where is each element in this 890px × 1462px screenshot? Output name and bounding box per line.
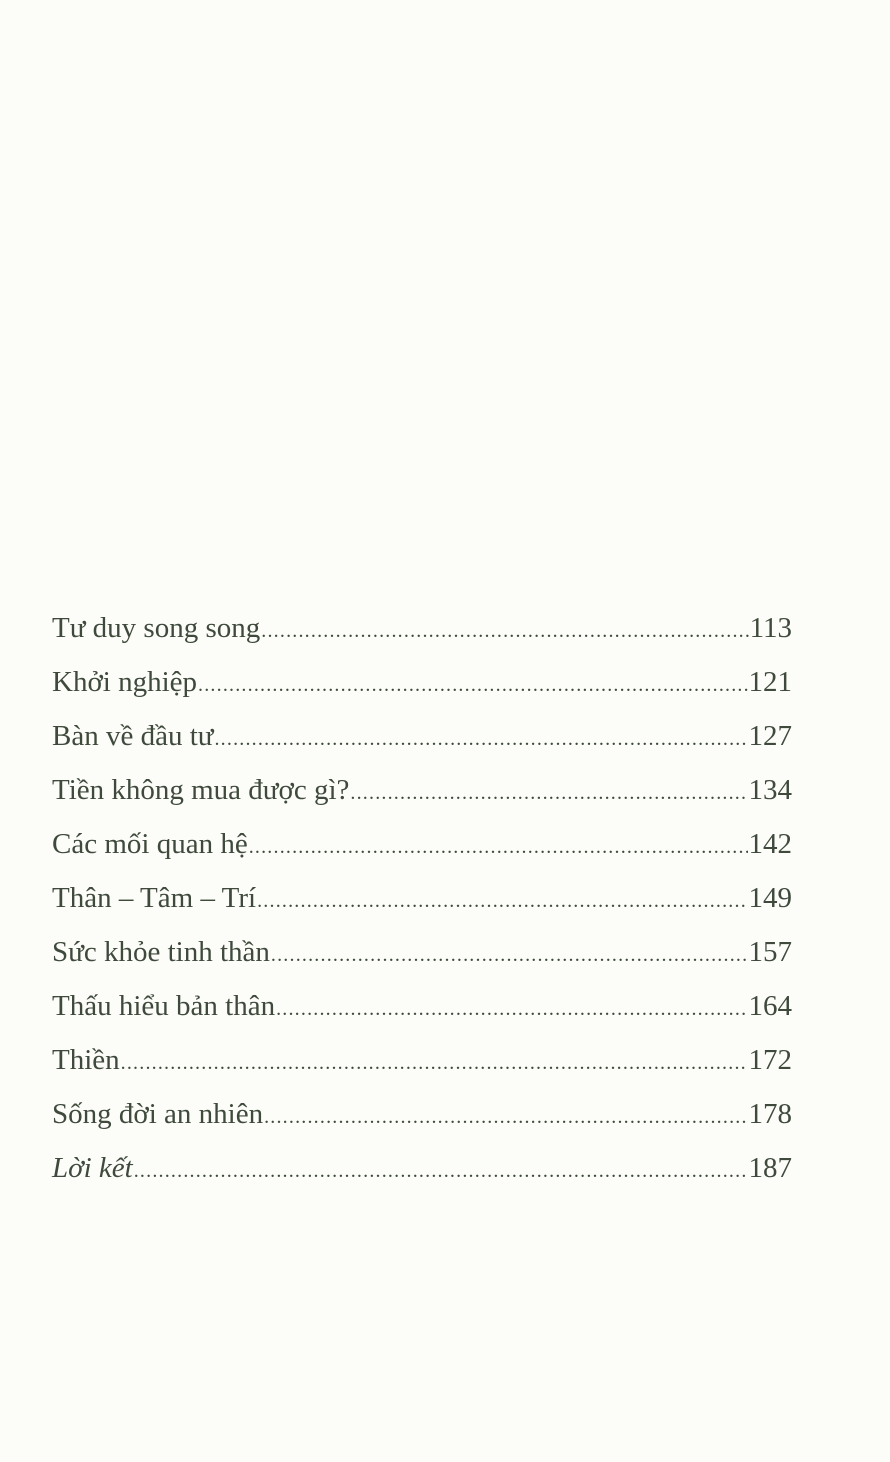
toc-entry [52, 986, 792, 1040]
toc-entry [52, 878, 792, 932]
toc-entry-page: 157 [748, 936, 792, 968]
dot-leader [261, 611, 748, 651]
toc-entry [52, 1148, 792, 1202]
toc-entry-page: 164 [748, 990, 792, 1022]
toc-entry [52, 932, 792, 986]
toc-entry-title: Thiền [52, 1044, 120, 1076]
toc-entry-page: 178 [748, 1098, 792, 1130]
dot-leader [121, 1043, 748, 1083]
toc-entry-title: Tư duy song song [52, 612, 261, 644]
toc-entry [52, 716, 792, 770]
dot-leader [257, 881, 747, 921]
dot-leader [264, 1097, 747, 1137]
toc-entry-page: 127 [748, 720, 792, 752]
table-of-contents [52, 608, 792, 1202]
toc-entry-page: 134 [748, 774, 792, 806]
dot-leader [249, 827, 748, 867]
toc-entry-page: 113 [749, 612, 792, 644]
dot-leader [276, 989, 747, 1029]
toc-entry-title: Thấu hiểu bản thân [52, 990, 276, 1022]
toc-entry-page: 149 [748, 882, 792, 914]
toc-entry [52, 770, 792, 824]
dot-leader [134, 1151, 748, 1191]
dot-leader [198, 665, 747, 705]
dot-leader [214, 719, 747, 759]
toc-entry-title: Khởi nghiệp [52, 666, 198, 698]
toc-entry [52, 608, 792, 662]
toc-entry [52, 662, 792, 716]
toc-entry-title: Sức khỏe tinh thần [52, 936, 270, 968]
toc-entry [52, 824, 792, 878]
toc-entry-title: Sống đời an nhiên [52, 1098, 264, 1130]
toc-entry-title: Lời kết [52, 1152, 133, 1184]
dot-leader [271, 935, 748, 975]
toc-entry-page: 187 [748, 1152, 792, 1184]
toc-entry-title: Bàn về đầu tư [52, 720, 214, 752]
toc-entry-page: 142 [748, 828, 792, 860]
toc-entry [52, 1040, 792, 1094]
toc-entry-page: 172 [748, 1044, 792, 1076]
toc-entry-title: Tiền không mua được gì? [52, 774, 350, 806]
dot-leader [350, 773, 747, 813]
toc-entry-page: 121 [748, 666, 792, 698]
toc-entry-title: Các mối quan hệ [52, 828, 248, 860]
toc-entry [52, 1094, 792, 1148]
toc-entry-title: Thân – Tâm – Trí [52, 882, 257, 914]
